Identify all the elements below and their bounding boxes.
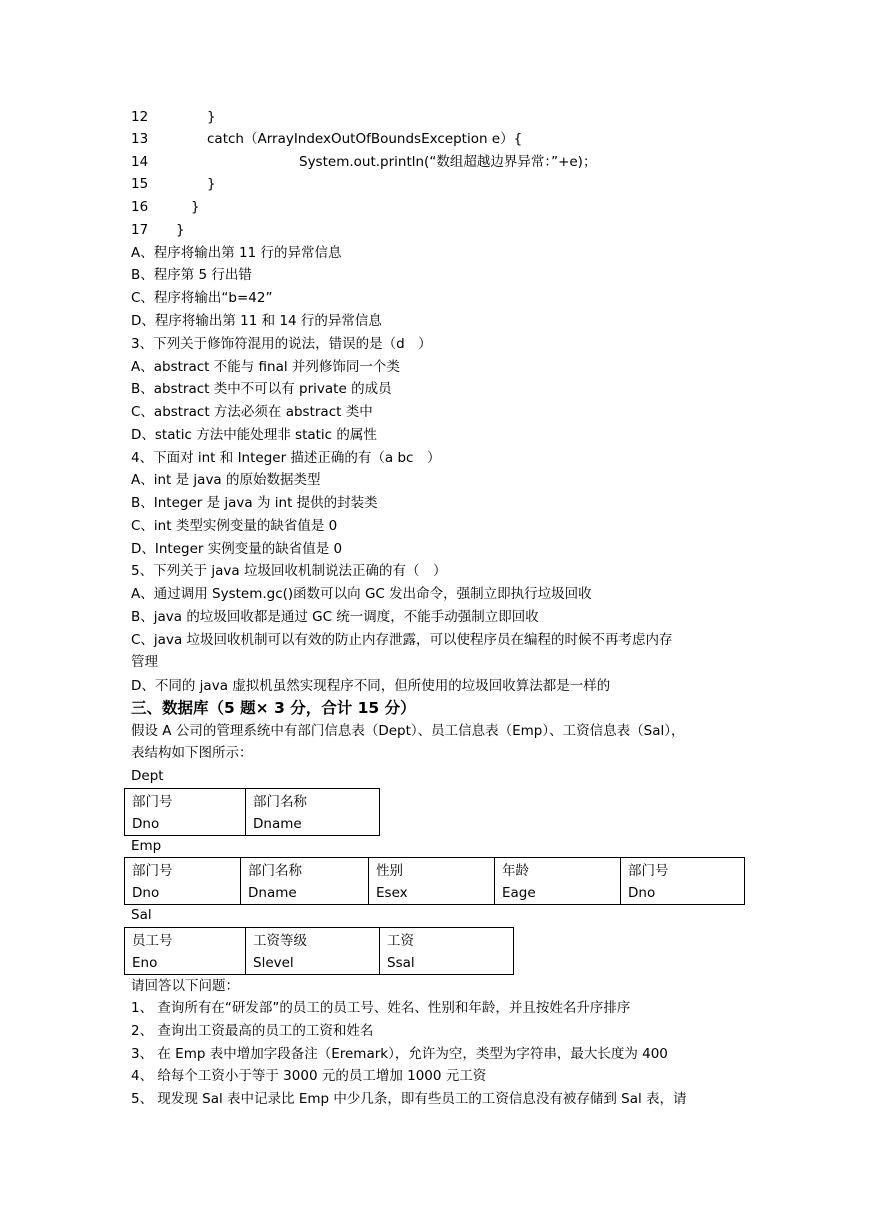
intro-text: 假设 A 公司的管理系统中有部门信息表（Dept）、员工信息表（Emp）、工资信息表（Sal）， <box>131 723 685 739</box>
code-text: System.out.println(“数组超越边界异常：”+e)； <box>299 154 597 170</box>
field-cn: 部门名称 <box>253 794 307 810</box>
line-number: 12 <box>131 109 149 125</box>
question-item: 3、 在 Emp 表中增加字段备注（Eremark），允许为空，类型为字符串，最大长度为 400 <box>131 1046 668 1062</box>
field-en: Dno <box>132 816 160 832</box>
table-row <box>125 858 745 905</box>
code-text: } <box>176 222 185 238</box>
field-en: Slevel <box>253 955 294 971</box>
question-item: 1、 查询所有在“研发部”的员工的员工号、姓名、性别和年龄，并且按姓名升序排序 <box>131 1000 631 1016</box>
field-en: Dname <box>248 885 297 901</box>
table-cell <box>495 858 621 905</box>
table-title-dept: Dept <box>131 768 164 784</box>
field-en: Ssal <box>387 955 415 971</box>
question-item: 4、 给每个工资小于等于 3000 元的员工增加 1000 元工资 <box>131 1068 487 1084</box>
option-line: 管理 <box>131 654 158 670</box>
option-line: B、java 的垃圾回收都是通过 GC 统一调度，不能手动强制立即回收 <box>131 609 539 625</box>
option-line: D、不同的 java 虚拟机虽然实现程序不同，但所使用的垃圾回收算法都是一样的 <box>131 678 611 694</box>
option-line: C、int 类型实例变量的缺省值是 0 <box>131 518 338 534</box>
field-en: Esex <box>376 885 408 901</box>
question-line: 4、下面对 int 和 Integer 描述正确的有（a bc ） <box>131 450 441 466</box>
table-title-sal: Sal <box>131 907 152 923</box>
table-cell <box>246 789 380 836</box>
line-number: 15 <box>131 176 149 192</box>
field-cn: 工资等级 <box>253 933 307 949</box>
option-line: B、程序第 5 行出错 <box>131 267 252 283</box>
question-item: 5、 现发现 Sal 表中记录比 Emp 中少几条，即有些员工的工资信息没有被存储到 Sal 表，请 <box>131 1091 687 1107</box>
option-line: D、static 方法中能处理非 static 的属性 <box>131 427 377 443</box>
emp-table <box>124 857 745 905</box>
dept-table <box>124 788 380 836</box>
intro-text: 表结构如下图所示： <box>131 745 253 761</box>
field-cn: 年龄 <box>502 863 529 879</box>
line-number: 13 <box>131 131 149 147</box>
code-text: } <box>191 199 200 215</box>
field-cn: 部门号 <box>132 794 173 810</box>
questions-intro: 请回答以下问题： <box>131 978 239 994</box>
option-line: A、int 是 java 的原始数据类型 <box>131 472 321 488</box>
table-cell <box>246 928 380 975</box>
line-number: 14 <box>131 154 149 170</box>
option-line: B、abstract 类中不可以有 private 的成员 <box>131 381 392 397</box>
option-line: C、java 垃圾回收机制可以有效的防止内存泄露，可以使程序员在编程的时候不再考虑内存 <box>131 632 673 648</box>
field-cn: 部门号 <box>132 863 173 879</box>
field-en: Dno <box>628 885 656 901</box>
table-cell <box>241 858 369 905</box>
question-line: 3、下列关于修饰符混用的说法，错误的是（d ） <box>131 336 432 352</box>
option-line: A、abstract 不能与 final 并列修饰同一个类 <box>131 359 400 375</box>
option-line: A、通过调用 System.gc()函数可以向 GC 发出命令，强制立即执行垃圾回收 <box>131 586 592 602</box>
code-text: catch（ArrayIndexOutOfBoundsException e）{ <box>207 131 523 147</box>
table-cell <box>125 928 246 975</box>
table-cell <box>125 789 246 836</box>
question-line: 5、下列关于 java 垃圾回收机制说法正确的有（ ） <box>131 563 447 579</box>
table-cell <box>380 928 514 975</box>
field-cn: 部门名称 <box>248 863 302 879</box>
code-text: } <box>207 109 216 125</box>
code-text: } <box>207 176 216 192</box>
option-line: A、程序将输出第 11 行的异常信息 <box>131 245 342 261</box>
field-cn: 性别 <box>376 863 403 879</box>
field-en: Eno <box>132 955 158 971</box>
field-cn: 工资 <box>387 933 414 949</box>
table-cell <box>369 858 495 905</box>
field-cn: 部门号 <box>628 863 669 879</box>
field-en: Dno <box>132 885 160 901</box>
sal-table <box>124 927 514 975</box>
table-cell <box>125 858 241 905</box>
field-en: Eage <box>502 885 536 901</box>
option-line: D、程序将输出第 11 和 14 行的异常信息 <box>131 313 382 329</box>
line-number: 16 <box>131 199 149 215</box>
option-line: C、abstract 方法必须在 abstract 类中 <box>131 404 373 420</box>
option-line: C、程序将输出“b=42” <box>131 290 273 306</box>
field-cn: 员工号 <box>132 933 173 949</box>
line-number: 17 <box>131 222 149 238</box>
option-line: B、Integer 是 java 为 int 提供的封装类 <box>131 495 378 511</box>
section-heading: 三、数据库（5 题× 3 分，合计 15 分） <box>131 699 416 717</box>
table-row <box>125 928 514 975</box>
field-en: Dname <box>253 816 302 832</box>
table-row <box>125 789 380 836</box>
table-cell <box>621 858 745 905</box>
question-item: 2、 查询出工资最高的员工的工资和姓名 <box>131 1023 374 1039</box>
table-title-emp: Emp <box>131 838 162 854</box>
option-line: D、Integer 实例变量的缺省值是 0 <box>131 541 343 557</box>
